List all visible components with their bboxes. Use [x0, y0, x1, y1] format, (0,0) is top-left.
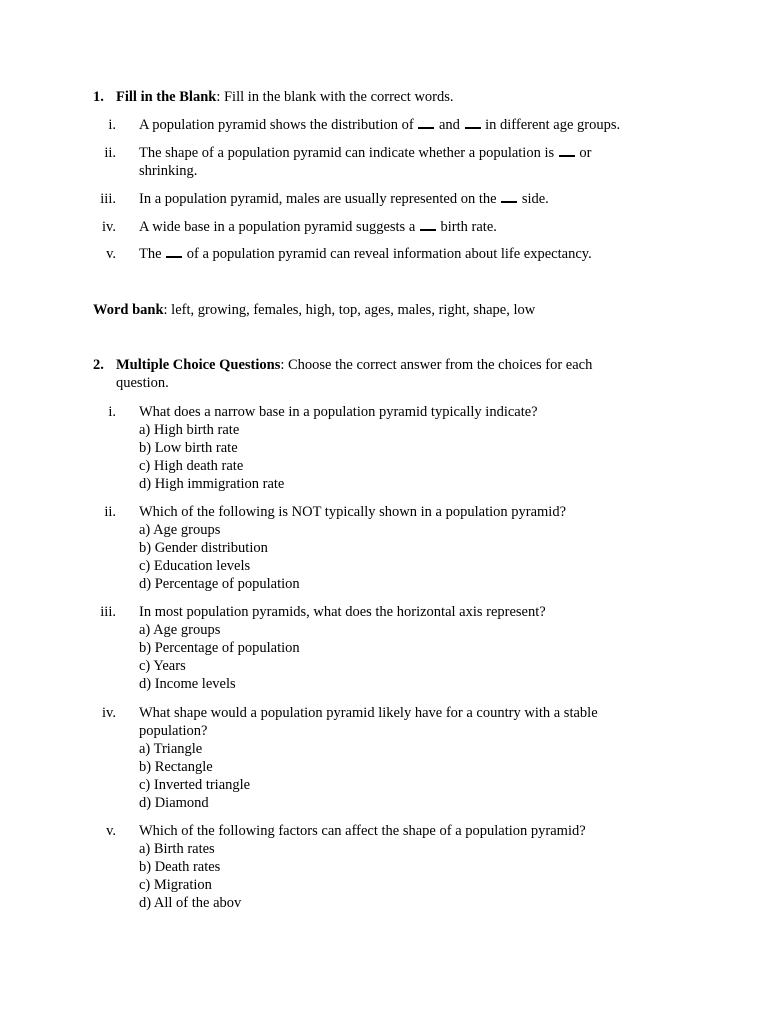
s2-q1-option-a: a) High birth rate — [139, 422, 240, 438]
section2-instruction: : Choose the correct answer from the choices for each question. — [116, 357, 593, 391]
s1-item-1-number: i. — [108, 117, 116, 133]
s2-q4-option-d: d) Diamond — [139, 795, 209, 811]
blank — [559, 145, 575, 157]
s2-q1-question: What does a narrow base in a population pyramid typically indicate? — [139, 404, 538, 420]
s1-item-4-text — [139, 218, 659, 236]
s2-q2-number: ii. — [104, 504, 116, 520]
s2-q1 — [139, 403, 659, 493]
blank — [166, 246, 182, 258]
s2-q5 — [139, 822, 659, 912]
s2-q2-option-a: a) Age groups — [139, 522, 221, 538]
word-bank-label: Word bank — [93, 302, 164, 318]
s1-item-1-part: A population pyramid shows the distribution of — [139, 117, 418, 133]
word-bank-words: : left, growing, females, high, top, ages, males, right, shape, low — [163, 302, 536, 318]
s1-item-1-part: and — [435, 117, 464, 133]
s2-q5-question: Which of the following factors can affect the shape of a population pyramid? — [139, 823, 586, 839]
s2-q2-option-c: c) Education levels — [139, 558, 251, 574]
s2-q2-option-b: b) Gender distribution — [139, 540, 268, 556]
section2-number: 2. — [93, 357, 104, 373]
s2-q3-option-a: a) Age groups — [139, 622, 221, 638]
section1-title: Fill in the Blank — [116, 89, 217, 105]
s1-item-5-number: v. — [106, 246, 116, 262]
s2-q2-question: Which of the following is NOT typically shown in a population pyramid? — [139, 504, 567, 520]
s2-q3 — [139, 603, 659, 693]
s2-q5-number: v. — [106, 823, 116, 839]
s2-q3-option-d: d) Income levels — [139, 676, 236, 692]
word-bank — [93, 301, 535, 319]
s2-q5-option-a: a) Birth rates — [139, 841, 215, 857]
s2-q1-option-d: d) High immigration rate — [139, 476, 285, 492]
s2-q4-question: What shape would a population pyramid likely have for a country with a stable population? — [139, 705, 598, 739]
s2-q1-option-c: c) High death rate — [139, 458, 244, 474]
s2-q4-option-b: b) Rectangle — [139, 759, 213, 775]
s1-item-1-part: in different age groups. — [481, 117, 621, 133]
section1-instruction: : Fill in the blank with the correct words. — [216, 89, 454, 105]
s2-q3-question: In most population pyramids, what does the horizontal axis represent? — [139, 604, 546, 620]
s1-item-2-part: or shrinking. — [139, 145, 592, 179]
s2-q2-option-d: d) Percentage of population — [139, 576, 300, 592]
s1-item-4-part: A wide base in a population pyramid suggests a — [139, 219, 419, 235]
s1-item-3-part: In a population pyramid, males are usually represented on the — [139, 191, 501, 207]
s1-item-2-part: The shape of a population pyramid can indicate whether a population is — [139, 145, 558, 161]
s1-item-2-text — [139, 144, 619, 180]
s1-item-5-part: of a population pyramid can reveal information about life expectancy. — [183, 246, 592, 262]
s2-q3-option-c: c) Years — [139, 658, 186, 674]
s1-item-3-text — [139, 190, 659, 208]
s1-item-2-number: ii. — [104, 145, 116, 161]
blank — [465, 117, 481, 129]
s1-item-1-text — [139, 116, 659, 134]
s1-item-5-part: The — [139, 246, 166, 262]
s2-q4-number: iv. — [102, 705, 116, 721]
blank — [501, 191, 517, 203]
s2-q2 — [139, 503, 659, 593]
s2-q5-option-c: c) Migration — [139, 877, 212, 893]
section2-heading — [116, 356, 636, 392]
s1-item-3-part: side. — [518, 191, 549, 207]
s2-q4-option-c: c) Inverted triangle — [139, 777, 251, 793]
section2-title: Multiple Choice Questions — [116, 357, 281, 373]
s2-q5-option-b: b) Death rates — [139, 859, 221, 875]
s2-q1-number: i. — [108, 404, 116, 420]
s2-q4 — [139, 704, 639, 812]
s2-q3-number: iii. — [100, 604, 116, 620]
s2-q1-option-b: b) Low birth rate — [139, 440, 238, 456]
s1-item-3-number: iii. — [100, 191, 116, 207]
s2-q5-option-d: d) All of the abov — [139, 895, 242, 911]
blank — [418, 117, 434, 129]
s1-item-4-number: iv. — [102, 219, 116, 235]
section1-heading — [116, 88, 656, 106]
s2-q3-option-b: b) Percentage of population — [139, 640, 300, 656]
s2-q4-option-a: a) Triangle — [139, 741, 203, 757]
section1-number: 1. — [93, 89, 104, 105]
blank — [420, 219, 436, 231]
s1-item-4-part: birth rate. — [436, 219, 497, 235]
s1-item-5-text — [139, 245, 659, 263]
